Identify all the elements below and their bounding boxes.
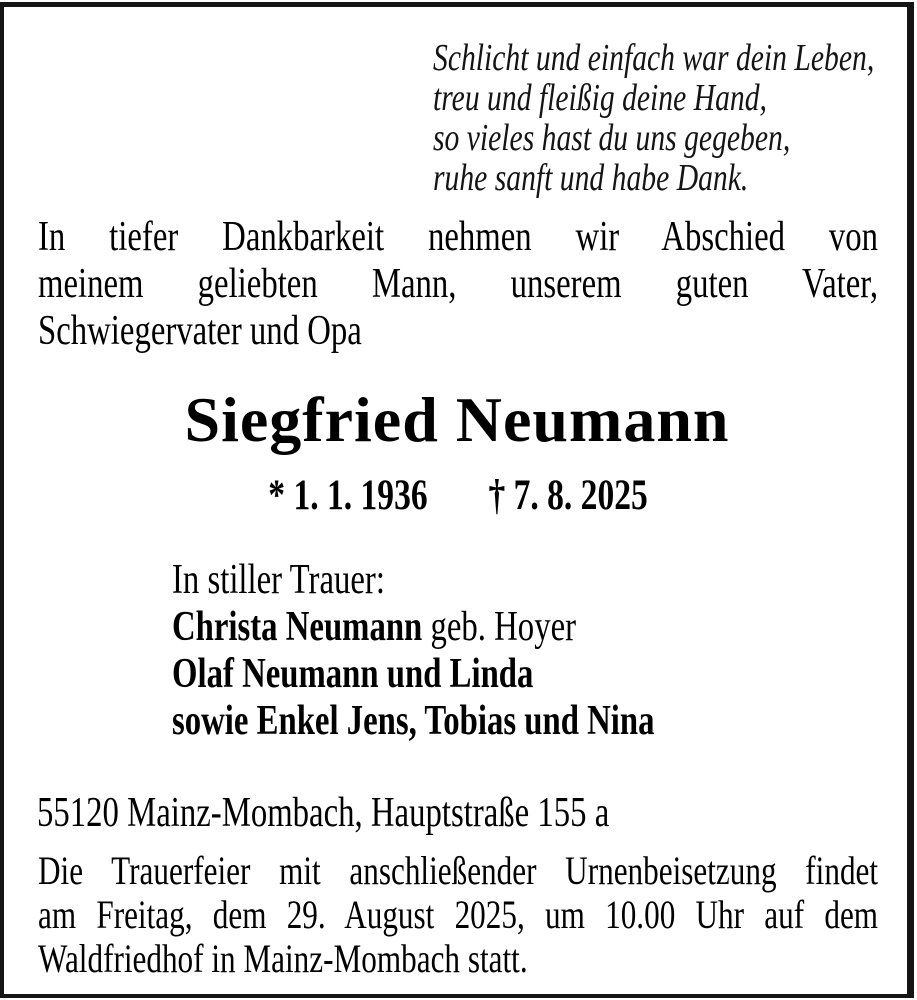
mourning-heading: In stiller Trauer: — [172, 557, 385, 603]
mourner-name: Olaf Neumann und Linda — [172, 651, 534, 697]
mourner-line — [172, 651, 654, 698]
mourner-line — [172, 604, 654, 651]
mourner-line — [172, 698, 654, 745]
life-dates — [38, 472, 878, 519]
funeral-line: Die Trauerfeier mit anschließender Urnenbeisetzung findet — [38, 848, 879, 893]
mourners-block — [172, 557, 654, 745]
mourner-name: sowie Enkel Jens, Tobias und Nina — [172, 698, 655, 744]
mourner-suffix: geb. Hoyer — [422, 604, 577, 650]
death-date: † 7. 8. 2025 — [488, 472, 648, 519]
intro-paragraph — [38, 214, 878, 355]
birth-date: * 1. 1. 1936 — [268, 472, 428, 519]
intro-line: Schwiegervater und Opa — [38, 308, 362, 354]
mourner-name: Christa Neumann — [172, 604, 423, 650]
funeral-details — [38, 849, 878, 981]
deceased-name: Siegfried Neumann — [184, 384, 730, 455]
intro-line: meinem geliebten Mann, unserem guten Vater, — [38, 261, 879, 307]
funeral-line: am Freitag, dem 29. August 2025, um 10.00 Uhr auf dem — [38, 892, 879, 937]
memorial-poem — [433, 38, 874, 198]
family-address: 55120 Mainz-Mombach, Hauptstraße 155 a — [37, 790, 610, 836]
intro-line: In tiefer Dankbarkeit nehmen wir Abschied von — [38, 214, 879, 260]
poem-line: so vieles hast du uns gegeben, — [433, 117, 791, 159]
poem-line: treu und fleißig deine Hand, — [433, 77, 767, 119]
poem-line: Schlicht und einfach war dein Leben, — [433, 37, 875, 79]
funeral-line: Waldfriedhof in Mainz-Mombach statt. — [38, 936, 528, 981]
poem-line: ruhe sanft und habe Dank. — [433, 157, 749, 199]
